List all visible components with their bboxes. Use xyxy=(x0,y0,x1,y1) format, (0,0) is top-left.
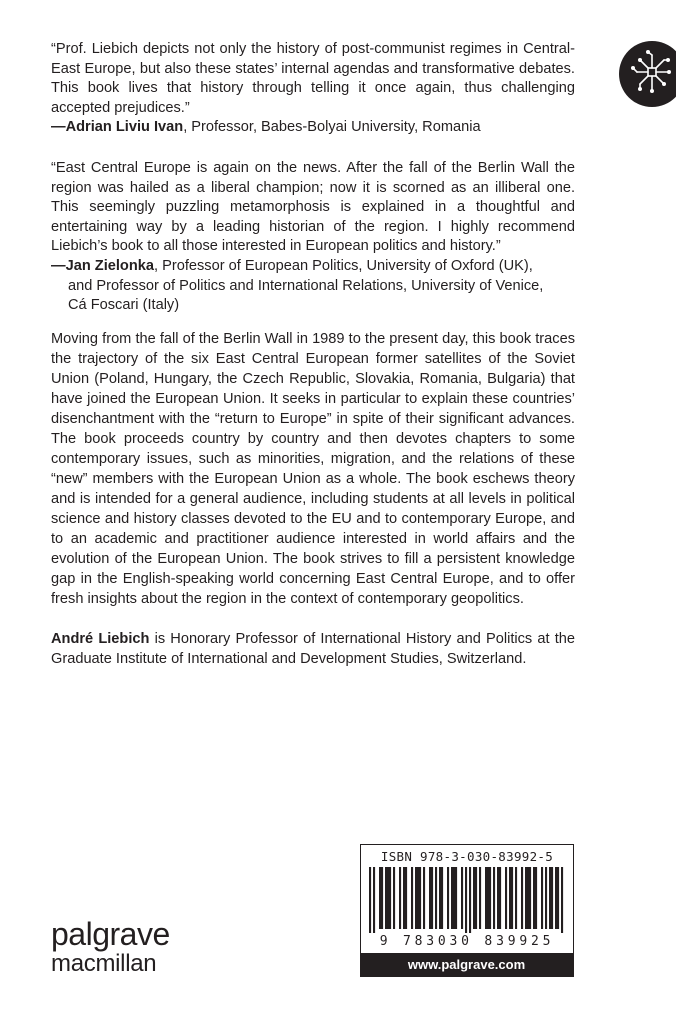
barcode-bar xyxy=(549,867,551,929)
barcode-bar xyxy=(455,867,457,929)
publisher-logo xyxy=(51,918,170,977)
barcode-digits: 9 783030 839925 xyxy=(379,934,555,949)
barcode-bar xyxy=(555,867,557,929)
barcode-bar xyxy=(561,867,563,933)
barcode-bar xyxy=(387,867,389,929)
barcode-bar xyxy=(475,867,477,929)
quote-text: “East Central Europe is again on the news. After the fall of the Berlin Wall the region was hailed as a liberal champion; now it is scorned as an illiberal one. This seemingly puzzling metamorphosis is explained in a thoughtful and entertaining way by a leading historian of the region. I highly recommend Liebich’s book to all those interested in European politics and history.” xyxy=(51,160,575,255)
barcode-bar xyxy=(489,867,491,929)
barcode-bar xyxy=(461,867,463,929)
barcode-bar xyxy=(497,867,499,929)
book-description: Moving from the fall of the Berlin Wall in 1989 to the present day, this book traces the trajectory of the six East Central European former satellites of the Soviet Union (Poland, Hungary, the Czech Republic, Slovakia, Romania, Bulgaria) that have joined the European Union. It seeks in particular to explain these countries’ disenchantment with the “return to Europe” in spite of their significant advances. The book proceeds country by country and then devotes chapters to some contemporary issues, such as minorities, migration, and the relations of these “new” members with the European Union as a whole. The book eschews theory and is intended for a general audience, including students at all levels in political science and history classes devoted to the EU and to contemporary Europe, and to an academic and practitioner audience interested in world affairs and the evolution of the European Union. The book strives to fill a persistent knowledge gap in the English-speaking world concerning East Central Europe, and to offer fresh insights about the region in the context of contemporary geopolitics. xyxy=(51,331,575,607)
barcode-bar xyxy=(447,867,449,929)
barcode-bar xyxy=(493,867,495,929)
endorser-affiliation: , Professor of European Politics, University of Oxford (UK), xyxy=(154,257,533,274)
isbn-label: ISBN 978-3-030-83992-5 xyxy=(380,849,554,864)
barcode-bar xyxy=(369,867,371,933)
barcode-bar xyxy=(429,867,431,929)
barcode-bar xyxy=(509,867,511,929)
barcode-bar xyxy=(417,867,419,929)
author-bio-text: is Honorary Professor of International History and Politics at the Graduate Institute of International and Development Studies, Switzerland. xyxy=(51,631,575,667)
barcode-bar xyxy=(541,867,543,929)
palgrave-network-icon xyxy=(619,41,676,107)
barcode xyxy=(369,867,565,933)
barcode-bar xyxy=(423,867,425,929)
barcode-bar xyxy=(431,867,433,929)
barcode-bar xyxy=(551,867,553,929)
endorsement-quote-1 xyxy=(51,40,575,138)
barcode-bar xyxy=(465,867,467,933)
author-name: André Liebich xyxy=(51,631,150,647)
quote-text: “Prof. Liebich depicts not only the history of post-communist regimes in Central-East Europe, but also these states’ internal agendas and transformative debates. This book lives that history through telling it once again, thus challenging accepted prejudices.” xyxy=(51,41,575,116)
barcode-bar xyxy=(405,867,407,929)
author-bio xyxy=(51,629,575,669)
barcode-bar xyxy=(557,867,559,929)
endorser-name: —Jan Zielonka xyxy=(51,257,154,274)
barcode-bar xyxy=(499,867,501,929)
barcode-bar xyxy=(521,867,523,929)
barcode-bar xyxy=(511,867,513,929)
barcode-bar xyxy=(529,867,531,929)
barcode-bar xyxy=(515,867,517,929)
publisher-logo-line2: macmillan xyxy=(51,950,157,977)
quote-attribution xyxy=(51,118,575,138)
website-url[interactable]: www.palgrave.com xyxy=(360,953,574,977)
quote-attribution xyxy=(51,257,575,316)
barcode-bar xyxy=(389,867,391,929)
barcode-bar xyxy=(381,867,383,929)
barcode-bar xyxy=(379,867,381,929)
barcode-bar xyxy=(533,867,535,929)
barcode-bar xyxy=(545,867,547,929)
endorser-affiliation-line: and Professor of Politics and International Relations, University of Venice, xyxy=(68,277,544,294)
barcode-bar xyxy=(505,867,507,929)
endorsement-quote-2 xyxy=(51,159,575,316)
barcode-bar xyxy=(393,867,395,929)
barcode-bar xyxy=(441,867,443,929)
barcode-bar xyxy=(373,867,375,933)
barcode-bar xyxy=(411,867,413,929)
barcode-bar xyxy=(439,867,441,929)
barcode-bar xyxy=(485,867,487,929)
barcode-bar xyxy=(473,867,475,929)
barcode-bar xyxy=(403,867,405,929)
barcode-bar xyxy=(419,867,421,929)
barcode-bar xyxy=(487,867,489,929)
barcode-bar xyxy=(415,867,417,929)
endorser-affiliation-line: Cá Foscari (Italy) xyxy=(68,297,180,314)
network-icon-graphic xyxy=(619,41,676,107)
barcode-bar xyxy=(479,867,481,929)
isbn-barcode-box xyxy=(360,844,574,976)
barcode-bar xyxy=(451,867,453,929)
barcode-bar xyxy=(535,867,537,929)
barcode-bar xyxy=(435,867,437,929)
barcode-bar xyxy=(525,867,527,929)
barcode-bar xyxy=(469,867,471,933)
endorser-affiliation: , Professor, Babes-Bolyai University, Romania xyxy=(183,119,481,136)
barcode-bar xyxy=(385,867,387,929)
barcode-bar xyxy=(453,867,455,929)
barcode-bar xyxy=(399,867,401,929)
publisher-logo-line1: palgrave xyxy=(51,916,170,952)
barcode-bar xyxy=(527,867,529,929)
endorser-name: —Adrian Liviu Ivan xyxy=(51,119,184,136)
